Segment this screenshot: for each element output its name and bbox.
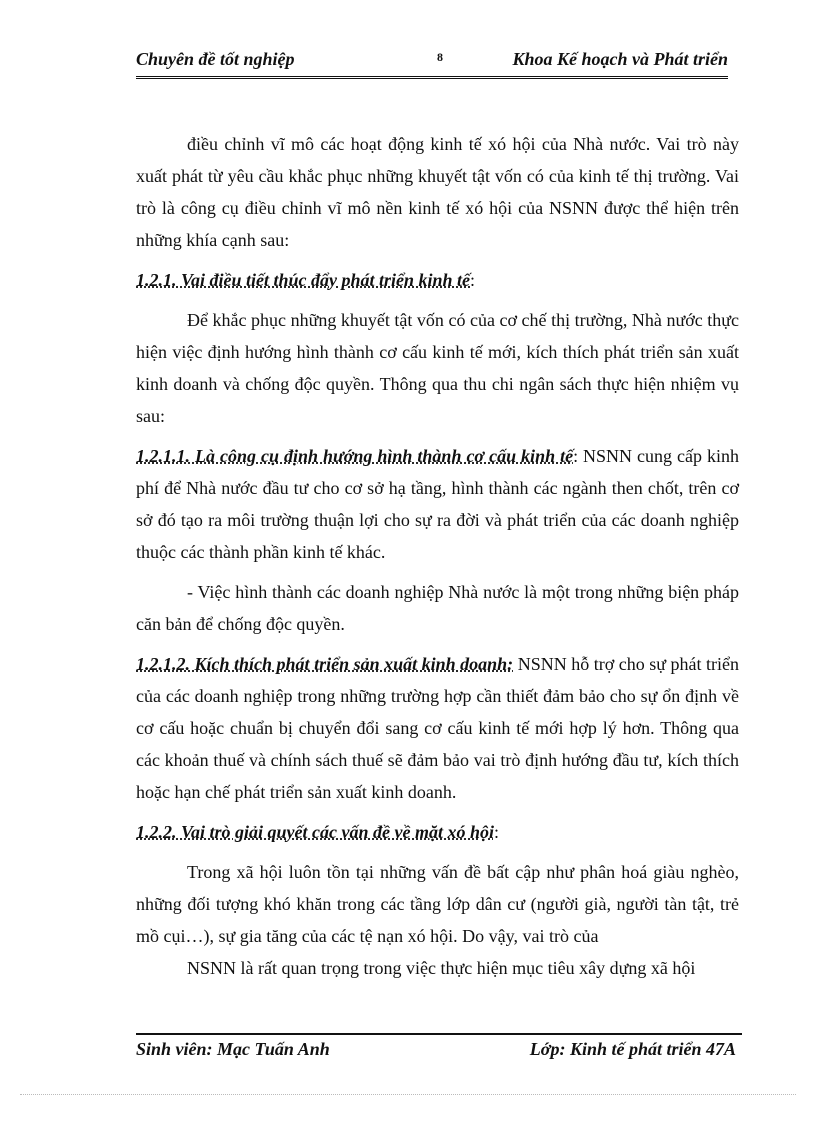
section-1-2-1-1 bbox=[136, 440, 739, 568]
header-faculty: Khoa Kế hoạch và Phát triển bbox=[512, 49, 728, 69]
heading-1-2-1-1-title: 1.2.1.1. Là công cụ định hướng hình thành cơ cấu kinh tế bbox=[136, 446, 574, 466]
page-header bbox=[136, 46, 728, 79]
section-1-2-1-2-text: NSNN hỗ trợ cho sự phát triển của các doanh nghiệp trong những trường hợp cần thiết đảm bảo cho sự ổn định về cơ cấu hoặc chuẩn bị chuyển đổi sang cơ cấu kinh tế mới hợp lý hơn. Thông qua các khoản thuế và chính sách thuế sẽ đảm bảo vai trò định hướng đầu tư, kích thích hoặc hạn chế phát triển sản xuất kinh doanh. bbox=[136, 654, 740, 802]
heading-1-2-1 bbox=[136, 264, 739, 296]
heading-1-2-1-2-title: 1.2.1.2. Kích thích phát triển sản xuất kinh doanh: bbox=[136, 654, 514, 674]
heading-1-2-1-title: 1.2.1. Vai điều tiết thúc đẩy phát triển kinh tế bbox=[136, 270, 471, 290]
paragraph-5: NSNN là rất quan trọng trong việc thực hiện mục tiêu xây dựng xã hội bbox=[187, 958, 696, 978]
page-footer bbox=[136, 1039, 736, 1065]
page-edge-divider bbox=[20, 1094, 796, 1095]
paragraph-4: Trong xã hội luôn tồn tại những vấn đề bất cập như phân hoá giàu nghèo, những đối tượng khó khăn trong các tầng lớp dân cư (người già, người tàn tật, trẻ mồ cụi…), sự gia tăng của các tệ nạn xó hội. Do vậy, vai trò của bbox=[136, 862, 739, 946]
paragraph-3: - Việc hình thành các doanh nghiệp Nhà nước là một trong những biện pháp căn bản để chống độc quyền. bbox=[136, 582, 739, 634]
footer-class: Lớp: Kinh tế phát triển 47A bbox=[529, 1039, 736, 1059]
heading-1-2-1-colon: : bbox=[470, 270, 476, 290]
page-number: 8 bbox=[437, 50, 443, 64]
heading-1-2-2-title: 1.2.2. Vai trò giải quyết các vấn đề về mặt xó hội bbox=[136, 822, 494, 842]
heading-1-2-2-colon: : bbox=[493, 822, 499, 842]
header-thesis-title: Chuyên đề tốt nghiệp bbox=[136, 49, 295, 69]
footer-student: Sinh viên: Mạc Tuấn Anh bbox=[136, 1039, 330, 1059]
heading-1-2-2 bbox=[136, 816, 739, 848]
paragraph-1: điều chỉnh vĩ mô các hoạt động kinh tế xó hội của Nhà nước. Vai trò này xuất phát từ yêu cầu khắc phục những khuyết tật vốn có của kinh tế thị trường. Vai trò là công cụ điều chỉnh vĩ mô nền kinh tế xó hội của NSNN được thể hiện trên những khía cạnh sau: bbox=[136, 134, 739, 250]
document-body bbox=[136, 128, 739, 984]
section-1-2-1-1-text: : NSNN cung cấp kinh phí để Nhà nước đầu tư cho cơ sở hạ tầng, hình thành các ngành then chốt, trên cơ sở đó tạo ra môi trường thuận lợi cho sự ra đời và phát triển của các doanh nghiệp thuộc các thành phần kinh tế khác. bbox=[136, 446, 739, 562]
paragraph-2: Để khắc phục những khuyết tật vốn có của cơ chế thị trường, Nhà nước thực hiện việc định hướng hình thành cơ cấu kinh tế mới, kích thích phát triển sản xuất kinh doanh và chống độc quyền. Thông qua thu chi ngân sách thực hiện nhiệm vụ sau: bbox=[136, 310, 739, 426]
section-1-2-1-2 bbox=[136, 648, 739, 808]
footer-divider bbox=[136, 1033, 742, 1035]
